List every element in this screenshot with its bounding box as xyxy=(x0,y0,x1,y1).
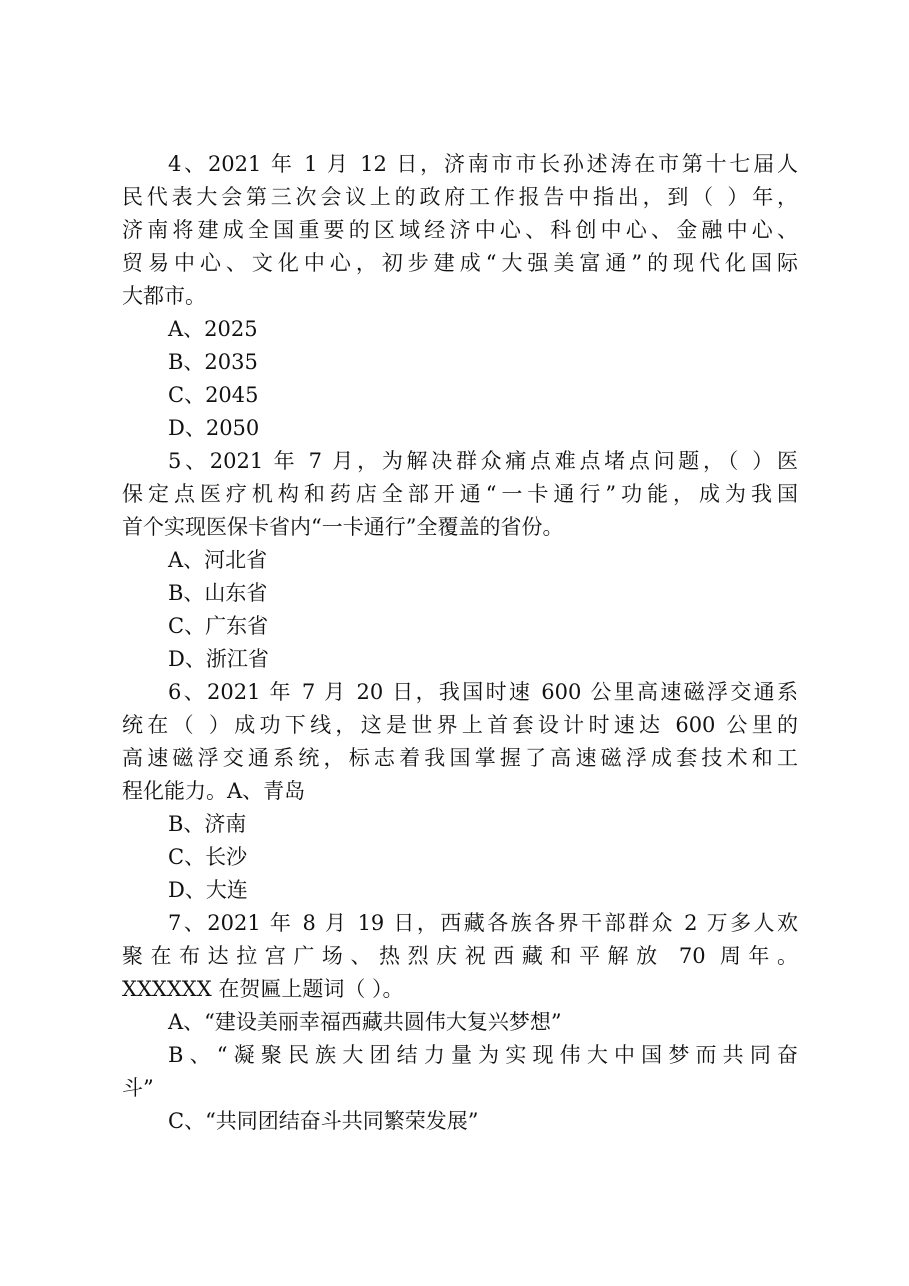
q6-option-b: B、济南 xyxy=(168,812,247,836)
q6-line-1: 6、2021 年 7 月 20 日，我国时速 600 公里高速磁浮交通系 xyxy=(168,680,798,704)
q6-line-4: 程化能力。A、青岛 xyxy=(122,779,306,803)
q6-line-3: 高速磁浮交通系统，标志着我国掌握了高速磁浮成套技术和工 xyxy=(122,746,798,770)
q7-option-b: B、“凝聚民族大团结力量为实现伟大中国梦而共同奋 xyxy=(168,1043,798,1067)
q6-option-c: C、长沙 xyxy=(168,845,248,869)
q4-option-a: A、2025 xyxy=(168,317,258,341)
q7-option-b-continued: 斗” xyxy=(122,1076,154,1100)
q5-option-d: D、浙江省 xyxy=(168,647,269,671)
q7-option-c: C、“共同团结奋斗共同繁荣发展” xyxy=(168,1109,479,1133)
document-body xyxy=(122,148,798,1138)
q4-line-1: 4、2021 年 1 月 12 日，济南市市长孙述涛在市第十七届人 xyxy=(168,152,798,176)
q7-option-a: A、“建设美丽幸福西藏共圆伟大复兴梦想” xyxy=(168,1010,562,1034)
q7-line-3: XXXXXX 在贺匾上题词（ ）。 xyxy=(122,977,404,1001)
q5-option-b: B、山东省 xyxy=(168,581,268,605)
q4-line-3: 济南将建成全国重要的区域经济中心、科创中心、金融中心、 xyxy=(122,218,798,242)
q6-option-d: D、大连 xyxy=(168,878,248,902)
q4-line-2: 民代表大会第三次会议上的政府工作报告中指出，到（ ）年， xyxy=(122,185,798,209)
q7-line-1: 7、2021 年 8 月 19 日，西藏各族各界干部群众 2 万多人欢 xyxy=(168,911,798,935)
q4-option-d: D、2050 xyxy=(168,416,260,440)
q5-line-2: 保定点医疗机构和药店全部开通“一卡通行”功能，成为我国 xyxy=(122,482,798,506)
q6-line-2: 统在（ ）成功下线，这是世界上首套设计时速达 600 公里的 xyxy=(122,713,798,737)
q5-option-c: C、广东省 xyxy=(168,614,269,638)
q4-line-4: 贸易中心、文化中心，初步建成“大强美富通”的现代化国际 xyxy=(122,251,798,275)
q5-line-3: 首个实现医保卡省内“一卡通行”全覆盖的省份。 xyxy=(122,515,564,539)
q5-option-a: A、河北省 xyxy=(168,548,268,572)
q4-option-c: C、2045 xyxy=(168,383,259,407)
q4-option-b: B、2035 xyxy=(168,350,258,374)
q7-line-2: 聚在布达拉宫广场、热烈庆祝西藏和平解放 70 周年。 xyxy=(122,944,798,968)
q5-line-1: 5、2021 年 7 月，为解决群众痛点难点堵点问题，（ ）医 xyxy=(168,449,798,473)
q4-line-5: 大都市。 xyxy=(122,284,206,308)
